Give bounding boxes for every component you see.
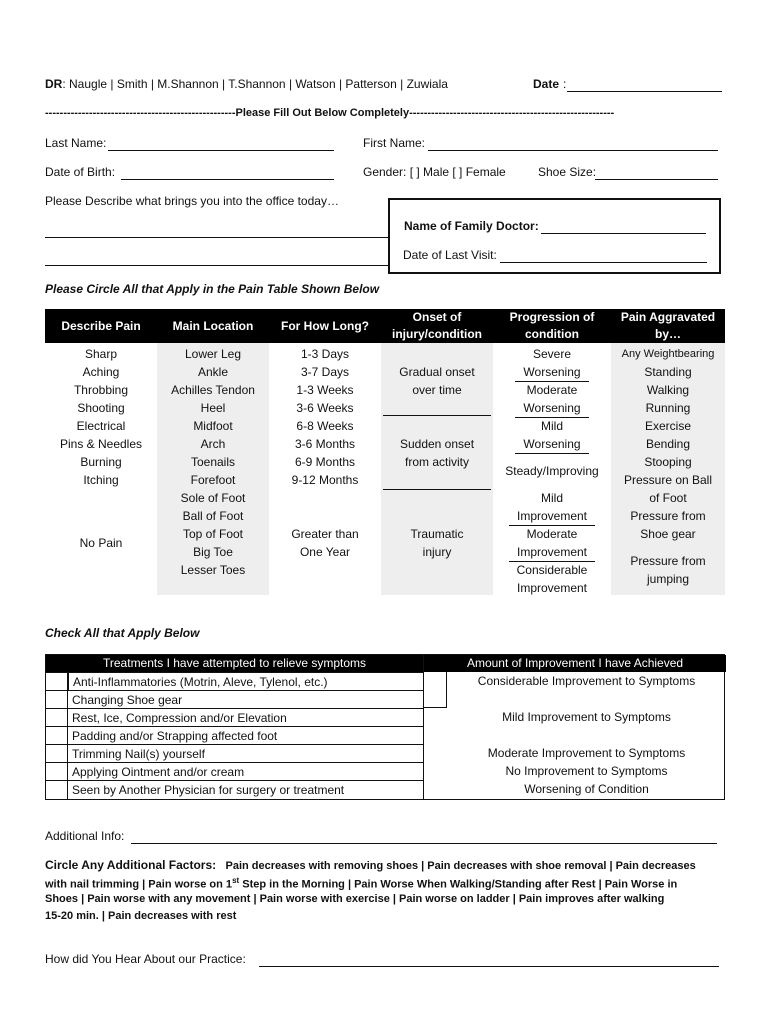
option-considerable[interactable]: Considerable [516,563,588,577]
checkbox-anti-inflammatories[interactable] [46,672,68,690]
option-sharp[interactable]: Sharp [84,347,118,361]
option-toenails[interactable]: Toenails [190,455,236,469]
aggravated-column [611,343,725,595]
option-one-year[interactable]: One Year [299,545,351,559]
factors-text-2b: Step in the Morning | Pain Worse When Walking/Standing after Rest | Pain Worse in [239,878,678,891]
describe-line-1[interactable] [45,236,388,238]
factors-sup: st [232,876,240,885]
option-stooping[interactable]: Stooping [644,455,692,469]
additional-info-field[interactable] [131,842,717,844]
option-walking[interactable]: Walking [646,383,690,397]
onset-divider-2 [383,489,491,490]
option-considerable-improvement[interactable]: Improvement [516,581,588,595]
option-big-toe[interactable]: Big Toe [193,545,233,559]
option-3-7-days[interactable]: 3-7 Days [300,365,350,379]
first-name-label: First Name: [363,136,426,150]
option-achilles-tendon[interactable]: Achilles Tendon [171,383,255,397]
checkbox-trimming-nails[interactable] [46,744,68,762]
treatment-another-physician: Seen by Another Physician for surgery or treatment [68,780,423,798]
option-aching[interactable]: Aching [82,365,120,379]
treatment-changing-shoe-gear: Changing Shoe gear [68,690,423,708]
checkbox-padding-strapping[interactable] [46,726,68,744]
factors-line-2[interactable] [45,876,677,891]
option-of-foot[interactable]: of Foot [649,491,687,505]
option-arch[interactable]: Arch [200,437,226,451]
option-pressure-from-shoe[interactable]: Pressure from [630,509,706,523]
improvement-moderate: Moderate Improvement to Symptoms [487,746,686,760]
last-visit-label: Date of Last Visit: [403,248,497,262]
improvement-worsening: Worsening of Condition [524,782,649,796]
date-field[interactable] [567,90,722,92]
factors-text-2a: with nail trimming | Pain worse on 1 [45,878,233,891]
checkbox-another-physician[interactable] [46,780,68,800]
option-traumatic[interactable]: Traumatic [410,527,464,541]
option-1-3-weeks[interactable]: 1-3 Weeks [296,383,354,397]
option-steady-improving[interactable]: Steady/Improving [505,464,599,478]
option-burning[interactable]: Burning [80,455,122,469]
option-mild[interactable]: Mild [540,419,563,433]
last-visit-field[interactable] [500,261,707,263]
option-mild-worsening[interactable]: Worsening [515,435,588,454]
option-from-activity[interactable]: from activity [404,455,469,469]
option-bending[interactable]: Bending [645,437,691,451]
option-lesser-toes[interactable]: Lesser Toes [180,563,246,577]
option-mild-2[interactable]: Mild [540,491,563,505]
option-shooting[interactable]: Shooting [77,401,125,415]
option-gradual-onset[interactable]: Gradual onset [399,365,475,379]
option-6-8-weeks[interactable]: 6-8 Weeks [296,419,354,433]
option-heel[interactable]: Heel [200,401,226,415]
option-severe-worsening[interactable]: Worsening [515,363,588,382]
checkbox-rice[interactable] [46,708,68,726]
how-long-column [269,343,381,593]
main-location-column [157,343,269,595]
option-moderate-worsening[interactable]: Worsening [515,399,588,418]
option-moderate-improvement[interactable]: Improvement [509,543,595,562]
header-onset: Onset of injury/condition [381,309,493,343]
family-doctor-field[interactable] [541,232,706,234]
option-throbbing[interactable]: Throbbing [73,383,129,397]
treatments-table [45,654,725,800]
checkbox-ointment[interactable] [46,762,68,780]
option-forefoot[interactable]: Forefoot [190,473,236,487]
option-itching[interactable]: Itching [83,473,119,487]
last-name-field[interactable] [108,149,334,151]
hear-about-field[interactable] [259,965,719,967]
treatment-trimming-nails: Trimming Nail(s) yourself [68,744,423,762]
option-pressure-on-ball[interactable]: Pressure on Ball [623,473,713,487]
factors-label: Circle Any Additional Factors: [45,858,217,872]
option-shoe-gear[interactable]: Shoe gear [640,527,696,541]
option-sudden-onset[interactable]: Sudden onset [399,437,475,451]
option-ankle[interactable]: Ankle [197,365,229,379]
option-ball-of-foot[interactable]: Ball of Foot [182,509,244,523]
header-describe-pain: Describe Pain [45,309,157,343]
option-moderate-2[interactable]: Moderate [526,527,578,541]
first-name-field[interactable] [428,149,718,151]
hear-about-label: How did You Hear About our Practice: [45,952,246,966]
header-aggravated: Pain Aggravated by… [611,309,725,343]
dob-label: Date of Birth: [45,165,116,179]
shoe-size-field[interactable] [595,178,718,180]
option-no-pain[interactable]: No Pain [79,536,123,550]
option-pins-needles[interactable]: Pins & Needles [59,437,143,451]
describe-line-2[interactable] [45,264,388,266]
describe-pain-column [45,343,157,593]
improvement-mild: Mild Improvement to Symptoms [502,710,671,724]
treatment-rice: Rest, Ice, Compression and/or Elevation [68,708,423,726]
fill-out-instruction: ----------------------------------------------------Please Fill Out Below Completely-------------------------------------------------------- [45,107,615,119]
option-3-6-weeks[interactable]: 3-6 Weeks [296,401,354,415]
option-greater-than[interactable]: Greater than [291,527,359,541]
option-any-weightbearing[interactable]: Any Weightbearing [621,348,715,360]
header-how-long: For How Long? [269,309,381,343]
option-top-of-foot[interactable]: Top of Foot [182,527,244,541]
option-standing[interactable]: Standing [644,365,692,379]
date-colon: : [563,77,567,91]
header-progression: Progression of condition [493,309,611,343]
option-1-3-days[interactable]: 1-3 Days [300,347,350,361]
option-6-9-months[interactable]: 6-9 Months [294,455,356,469]
treatment-ointment: Applying Ointment and/or cream [68,762,423,780]
doctor-names: : Naugle | Smith | M.Shannon | T.Shannon | Watson | Patterson | Zuwiala [62,77,448,91]
option-sole-of-foot[interactable]: Sole of Foot [180,491,246,505]
additional-info-label: Additional Info: [45,829,125,843]
option-running[interactable]: Running [645,401,691,415]
option-moderate[interactable]: Moderate [526,383,578,397]
factors-line-3[interactable]: Shoes | Pain worse with any movement | Pain worse with exercise | Pain worse on ladder | Pain improves after walking [45,893,665,905]
option-lower-leg[interactable]: Lower Leg [184,347,242,361]
improvement-none: No Improvement to Symptoms [505,764,668,778]
checkbox-changing-shoe-gear[interactable] [46,690,68,708]
improvement-considerable: Considerable Improvement to Symptoms [477,674,696,688]
factors-line-1 [45,858,696,872]
factors-line-4[interactable]: 15-20 min. | Pain decreases with rest [45,910,237,922]
family-doctor-label: Name of Family Doctor: [404,219,539,233]
factors-text-1[interactable]: Pain decreases with removing shoes | Pain decreases with shoe removal | Pain decreases [225,860,696,872]
treatments-right-header: Amount of Improvement I have Achieved [423,655,726,672]
option-injury[interactable]: injury [422,545,452,559]
option-mild-improvement[interactable]: Improvement [509,507,595,526]
last-name-label: Last Name: [45,136,107,150]
header-main-location: Main Location [157,309,269,343]
onset-column [381,343,493,595]
date-label: Date [533,77,560,91]
gender-options[interactable]: Gender: [ ] Male [ ] Female [363,165,506,179]
option-exercise[interactable]: Exercise [644,419,691,433]
describe-label: Please Describe what brings you into the office today… [45,194,339,208]
treatment-padding-strapping: Padding and/or Strapping affected foot [68,726,423,744]
option-pressure-from-jumping[interactable]: Pressure from [630,554,706,568]
progression-column [493,343,611,595]
pain-table-title: Please Circle All that Apply in the Pain Table Shown Below [45,282,380,296]
option-9-12-months[interactable]: 9-12 Months [291,473,359,487]
treatments-left-header: Treatments I have attempted to relieve symptoms [46,655,423,672]
treatments-title: Check All that Apply Below [45,626,200,640]
option-3-6-months[interactable]: 3-6 Months [294,437,356,451]
treatment-anti-inflammatories: Anti-Inflammatories (Motrin, Aleve, Tylenol, etc.) [68,672,423,690]
option-midfoot[interactable]: Midfoot [193,419,233,433]
dr-label: DR [45,77,63,91]
doctor-list [45,77,448,91]
shoe-size-label: Shoe Size: [538,165,597,179]
checkbox-considerable-improvement[interactable] [423,672,447,708]
dob-field[interactable] [121,178,334,180]
option-electrical[interactable]: Electrical [76,419,126,433]
onset-divider-1 [383,415,491,416]
option-jumping[interactable]: jumping [646,572,690,586]
option-severe[interactable]: Severe [532,347,572,361]
option-over-time[interactable]: over time [412,383,462,397]
